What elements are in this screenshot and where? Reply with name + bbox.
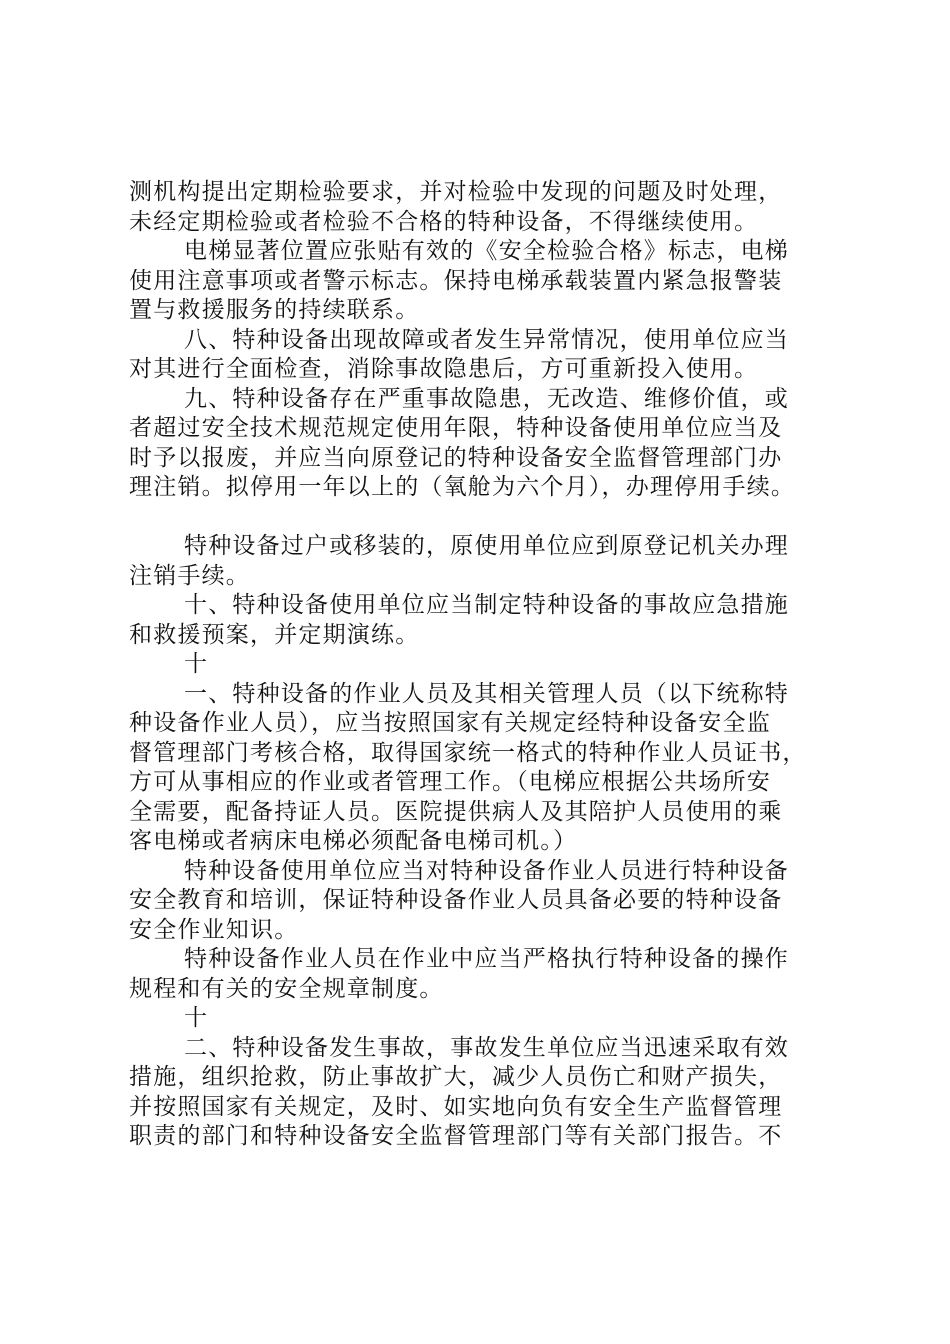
text-line: 安全作业知识。 bbox=[129, 916, 299, 943]
text-line: 安全教育和培训，保证特种设备作业人员具备必要的特种设备 bbox=[129, 887, 783, 913]
text-line: 客电梯或者病床电梯必须配备电梯司机。） bbox=[129, 828, 578, 854]
text-line: 十、特种设备使用单位应当制定特种设备的事故应急措施 bbox=[184, 592, 789, 618]
text-line: 九、特种设备存在严重事故隐患，无改造、维修价值，或 bbox=[184, 385, 789, 412]
text-line: 并按照国家有关规定，及时、如实地向负有安全生产监督管理 bbox=[129, 1093, 783, 1120]
text-line: 措施，组织抢救，防止事故扩大，减少人员伤亡和财产损失， bbox=[129, 1064, 783, 1090]
text-line: 未经定期检验或者检验不合格的特种设备，不得继续使用。 bbox=[129, 208, 759, 235]
text-line: 十 bbox=[184, 651, 209, 677]
text-line: 种设备作业人员），应当按照国家有关规定经特种设备安全监 bbox=[129, 710, 771, 736]
text-line: 时予以报废，并应当向原登记的特种设备安全监督管理部门办 bbox=[129, 444, 783, 471]
text-line: 者超过安全技术规范规定使用年限，特种设备使用单位应当及 bbox=[129, 415, 783, 441]
document-body bbox=[129, 178, 839, 1152]
text-line: 二、特种设备发生事故，事故发生单位应当迅速采取有效 bbox=[184, 1034, 789, 1061]
text-line: 特种设备过户或移装的，原使用单位应到原登记机关办理 bbox=[184, 533, 789, 559]
text-line: 电梯显著位置应张贴有效的《安全检验合格》标志，电梯 bbox=[184, 238, 789, 264]
text-line: 职责的部门和特种设备安全监督管理部门等有关部门报告。不 bbox=[129, 1123, 783, 1149]
text-line: 理注销。拟停用一年以上的（氧舱为六个月），办理停用手续。 bbox=[129, 474, 796, 500]
text-line: 和救援预案，并定期演练。 bbox=[129, 621, 420, 648]
text-line: 使用注意事项或者警示标志。保持电梯承载装置内紧急报警装 bbox=[129, 267, 783, 294]
text-line: 一、特种设备的作业人员及其相关管理人员（以下统称特 bbox=[184, 680, 789, 707]
text-line: 方可从事相应的作业或者管理工作。（电梯应根据公共场所安 bbox=[129, 769, 771, 795]
text-line: 特种设备使用单位应当对特种设备作业人员进行特种设备 bbox=[184, 857, 789, 884]
text-line: 全需要，配备持证人员。医院提供病人及其陪护人员使用的乘 bbox=[129, 798, 783, 825]
text-line: 注销手续。 bbox=[129, 562, 250, 589]
text-line: 置与救援服务的持续联系。 bbox=[129, 297, 420, 323]
text-line: 规程和有关的安全规章制度。 bbox=[129, 975, 444, 1002]
text-line: 八、特种设备出现故障或者发生异常情况，使用单位应当 bbox=[184, 326, 789, 353]
blank-line bbox=[129, 503, 839, 533]
text-line: 督管理部门考核合格，取得国家统一格式的特种作业人员证书， bbox=[129, 739, 807, 766]
text-line: 特种设备作业人员在作业中应当严格执行特种设备的操作 bbox=[184, 946, 789, 972]
text-line: 测机构提出定期检验要求，并对检验中发现的问题及时处理， bbox=[129, 179, 783, 205]
text-line: 对其进行全面检查，消除事故隐患后，方可重新投入使用。 bbox=[129, 356, 759, 382]
text-line: 十 bbox=[184, 1005, 209, 1031]
